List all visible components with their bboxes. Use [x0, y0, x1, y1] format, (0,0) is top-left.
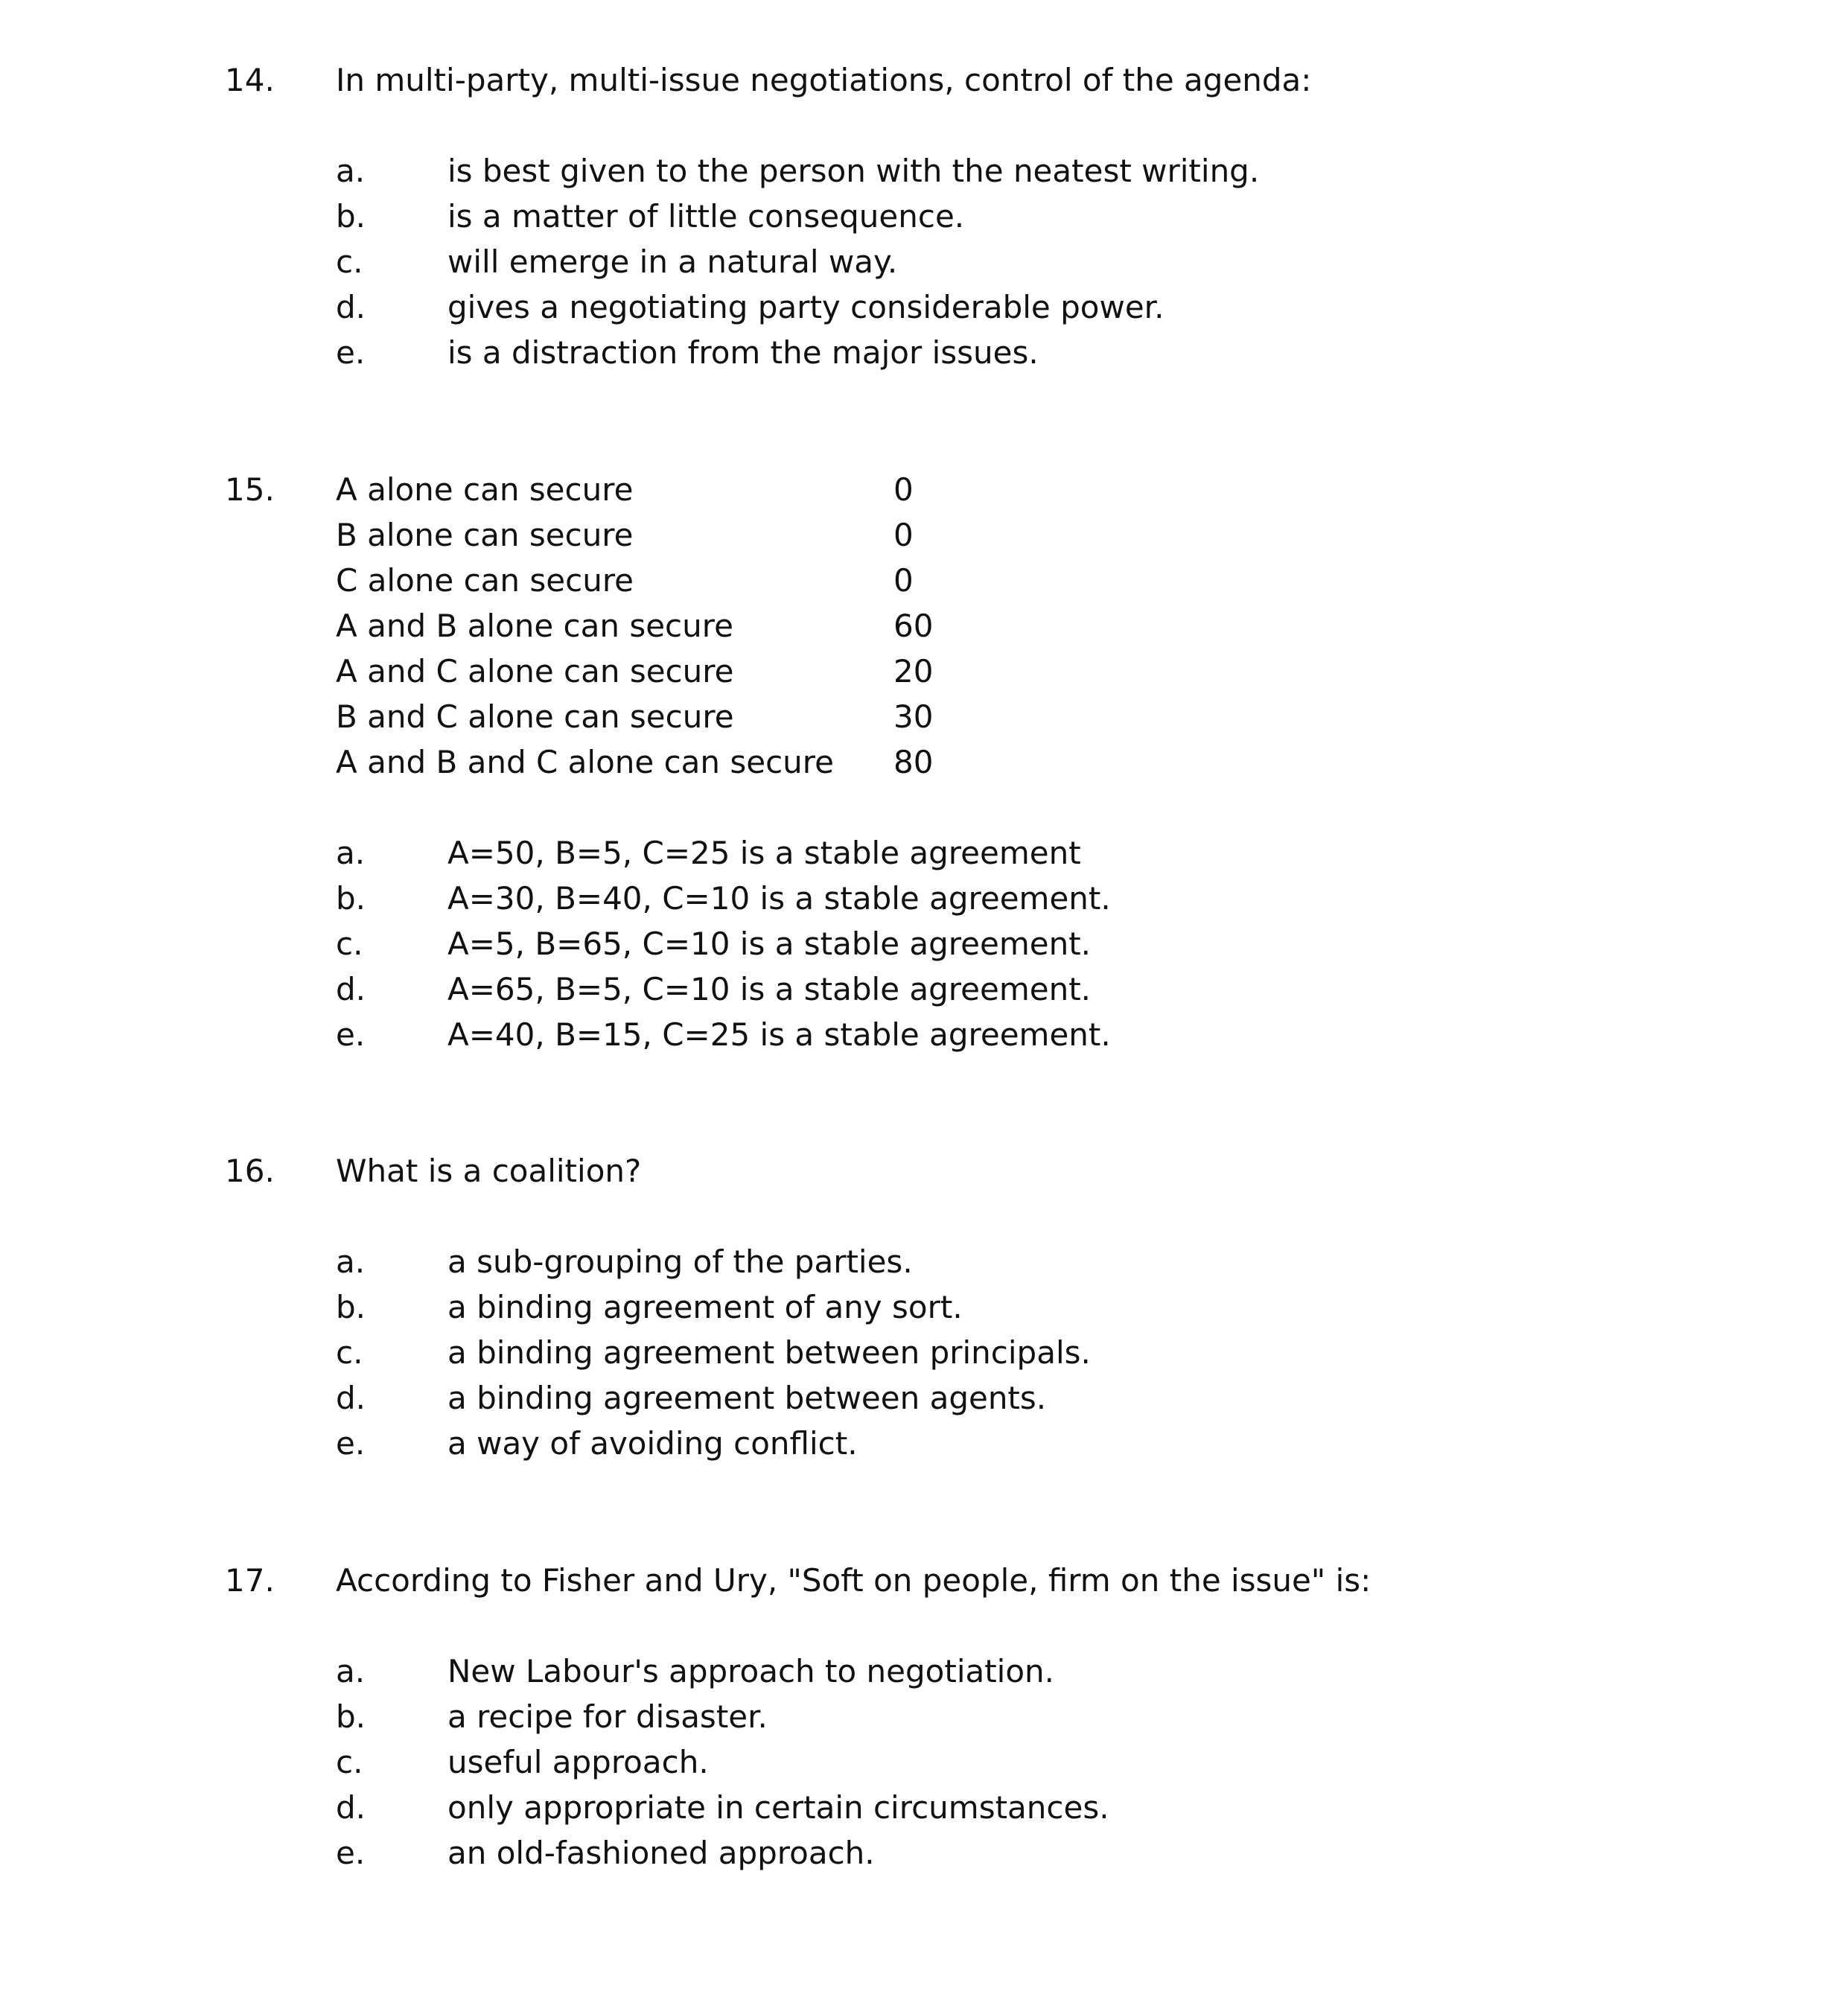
option-row — [0, 148, 1848, 194]
payoff-label: C alone can secure — [336, 562, 634, 599]
option-row — [0, 876, 1848, 921]
option-text: is a distraction from the major issues. — [447, 334, 1039, 371]
option-letter: a. — [336, 1653, 366, 1689]
option-text: an old-fashioned approach. — [447, 1835, 875, 1871]
question-stem: What is a coalition? — [336, 1153, 642, 1189]
option-row — [0, 1739, 1848, 1785]
option-letter: b. — [336, 1289, 366, 1325]
payoff-value: 0 — [893, 471, 914, 508]
option-row — [0, 966, 1848, 1012]
option-text: a binding agreement between agents. — [447, 1380, 1047, 1416]
question-number: 15. — [225, 471, 275, 508]
payoff-label: A alone can secure — [336, 471, 634, 508]
payoff-row — [0, 467, 1848, 512]
option-row — [0, 1330, 1848, 1375]
payoff-row — [0, 694, 1848, 739]
option-letter: b. — [336, 198, 366, 235]
option-text: a binding agreement of any sort. — [447, 1289, 963, 1325]
payoff-label: B and C alone can secure — [336, 698, 734, 735]
payoff-value: 0 — [893, 562, 914, 599]
question-stem: In multi-party, multi-issue negotiations, control of the agenda: — [336, 62, 1312, 98]
option-row — [0, 1375, 1848, 1421]
option-text: A=40, B=15, C=25 is a stable agreement. — [447, 1016, 1111, 1053]
option-row — [0, 1239, 1848, 1284]
option-text: a way of avoiding conflict. — [447, 1425, 858, 1462]
payoff-label: B alone can secure — [336, 517, 634, 553]
option-letter: d. — [336, 1380, 366, 1416]
option-row — [0, 1785, 1848, 1830]
option-text: A=50, B=5, C=25 is a stable agreement — [447, 835, 1081, 871]
payoff-label: A and B alone can secure — [336, 608, 733, 644]
payoff-row — [0, 512, 1848, 558]
option-row — [0, 1421, 1848, 1466]
option-text: a sub-grouping of the parties. — [447, 1243, 913, 1280]
option-row — [0, 1012, 1848, 1057]
option-text: A=30, B=40, C=10 is a stable agreement. — [447, 880, 1111, 917]
option-letter: d. — [336, 1789, 366, 1826]
option-row — [0, 830, 1848, 876]
payoff-value: 80 — [893, 744, 934, 780]
option-row — [0, 284, 1848, 330]
payoff-value: 30 — [893, 698, 934, 735]
payoff-row — [0, 558, 1848, 603]
option-letter: a. — [336, 153, 366, 189]
payoff-row — [0, 603, 1848, 649]
payoff-row — [0, 739, 1848, 785]
option-letter: d. — [336, 971, 366, 1007]
option-text: A=65, B=5, C=10 is a stable agreement. — [447, 971, 1092, 1007]
question-number: 17. — [225, 1562, 275, 1599]
option-text: will emerge in a natural way. — [447, 243, 898, 280]
payoff-label: A and B and C alone can secure — [336, 744, 834, 780]
option-text: only appropriate in certain circumstances. — [447, 1789, 1109, 1826]
option-text: useful approach. — [447, 1744, 709, 1780]
option-row — [0, 921, 1848, 966]
option-letter: b. — [336, 880, 366, 917]
payoff-value: 0 — [893, 517, 914, 553]
option-letter: c. — [336, 1744, 363, 1780]
payoff-value: 20 — [893, 653, 934, 689]
option-text: is best given to the person with the neatest writing. — [447, 153, 1260, 189]
option-row — [0, 1284, 1848, 1330]
option-row — [0, 1830, 1848, 1876]
option-row — [0, 194, 1848, 239]
option-text: A=5, B=65, C=10 is a stable agreement. — [447, 926, 1092, 962]
option-letter: c. — [336, 926, 363, 962]
option-letter: c. — [336, 243, 363, 280]
option-text: a recipe for disaster. — [447, 1698, 768, 1735]
option-letter: e. — [336, 1016, 366, 1053]
option-row — [0, 1694, 1848, 1739]
option-letter: a. — [336, 1243, 366, 1280]
option-letter: c. — [336, 1334, 363, 1371]
option-row — [0, 1649, 1848, 1694]
option-row — [0, 239, 1848, 284]
option-row — [0, 330, 1848, 375]
option-text: a binding agreement between principals. — [447, 1334, 1091, 1371]
option-letter: e. — [336, 1425, 366, 1462]
option-letter: d. — [336, 289, 366, 325]
payoff-label: A and C alone can secure — [336, 653, 734, 689]
option-text: is a matter of little consequence. — [447, 198, 965, 235]
option-letter: e. — [336, 334, 366, 371]
option-letter: b. — [336, 1698, 366, 1735]
question-number: 14. — [225, 62, 275, 98]
payoff-row — [0, 649, 1848, 694]
option-text: gives a negotiating party considerable power. — [447, 289, 1164, 325]
option-letter: e. — [336, 1835, 366, 1871]
option-text: New Labour's approach to negotiation. — [447, 1653, 1055, 1689]
option-letter: a. — [336, 835, 366, 871]
question-stem: According to Fisher and Ury, "Soft on people, firm on the issue" is: — [336, 1562, 1371, 1599]
payoff-value: 60 — [893, 608, 934, 644]
question-number: 16. — [225, 1153, 275, 1189]
